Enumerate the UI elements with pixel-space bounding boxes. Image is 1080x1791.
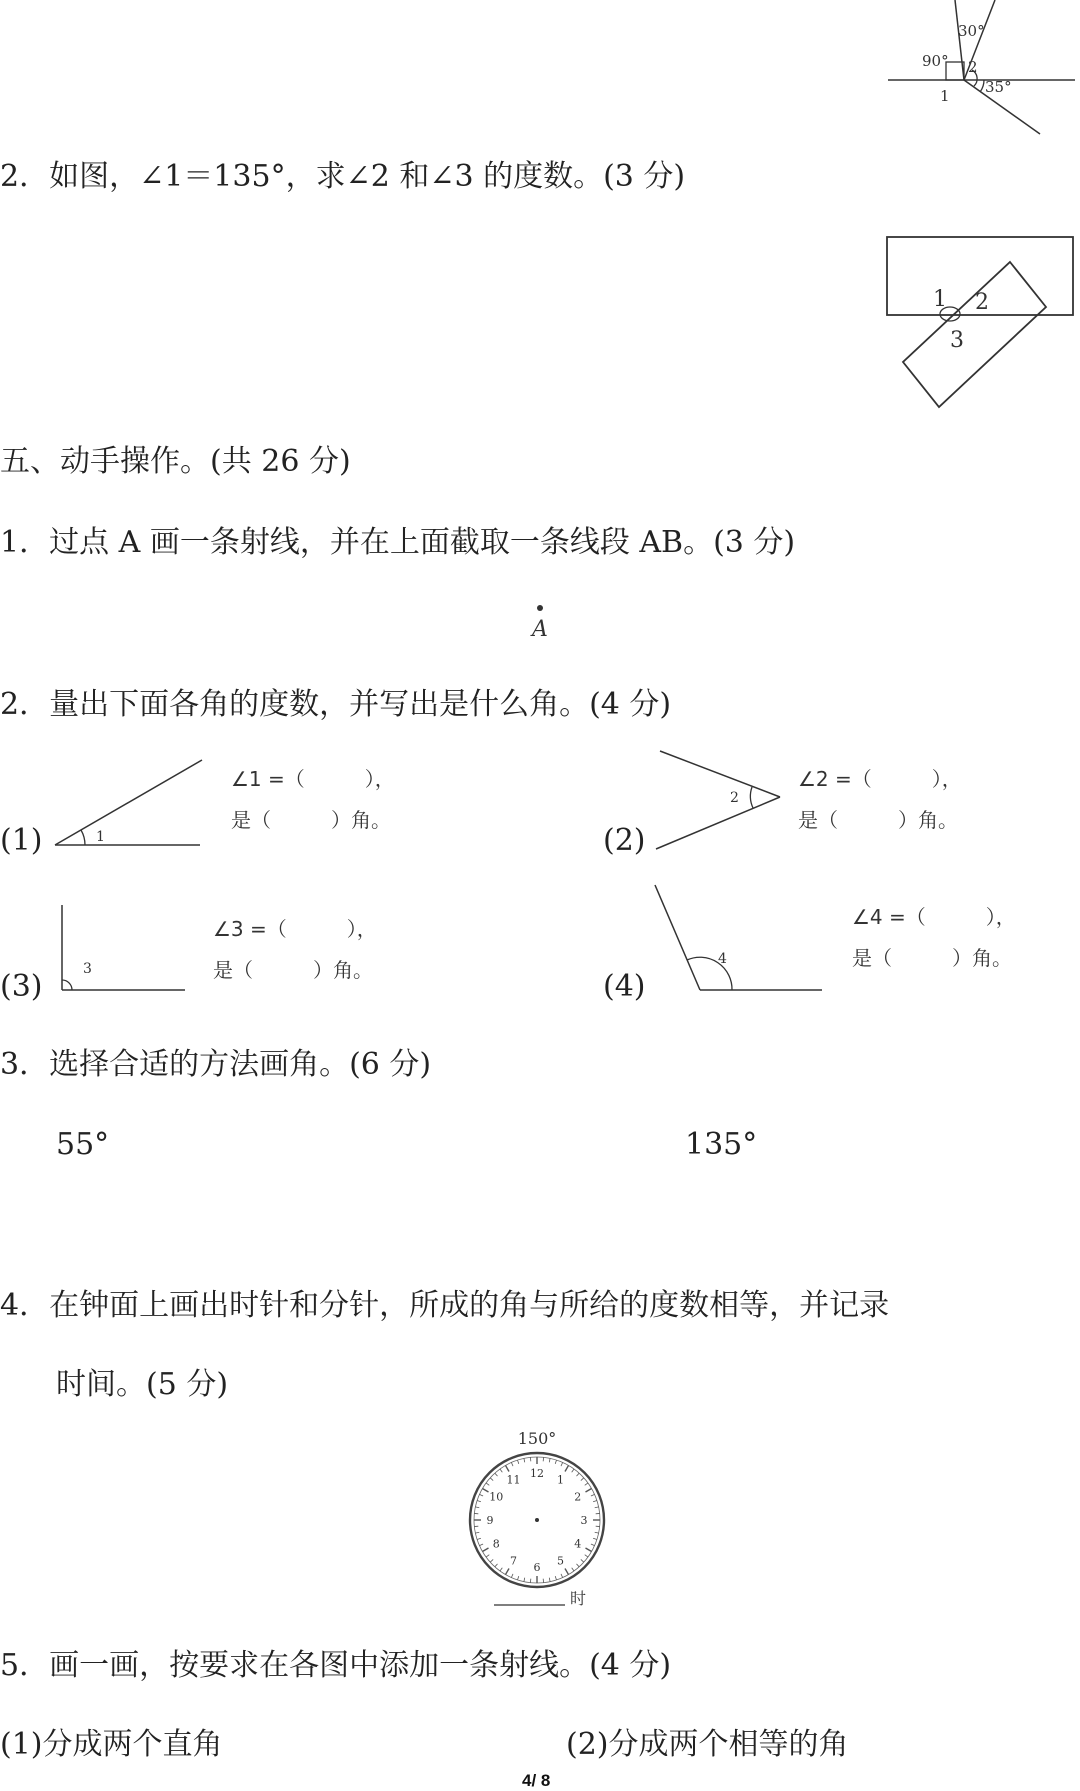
clock-tick — [490, 1478, 493, 1481]
clock-tick — [572, 1568, 574, 1571]
angle-3-measure: ∠3 =（ ）， — [213, 917, 377, 941]
angle-item-2-number: (2) — [603, 824, 646, 858]
clock-face[interactable] — [437, 1420, 637, 1620]
rect-angle-1-label: 1 — [933, 287, 947, 312]
clock-tick — [518, 1576, 519, 1580]
rectangles-figure — [0, 225, 1080, 425]
clock-tick — [555, 1576, 556, 1580]
clock-tick — [506, 1465, 510, 1471]
clock-tick — [495, 1564, 498, 1567]
clock-tick — [572, 1469, 574, 1472]
task-3-text: 3．选择合适的方法画角。(6 分) — [0, 1048, 431, 1082]
clock-tick — [549, 1458, 550, 1462]
clock-tick — [490, 1559, 493, 1562]
angle-2-label: 2 — [968, 58, 978, 76]
top-angle-figure — [0, 0, 1080, 150]
clock-tick — [524, 1578, 525, 1582]
clock-numeral: 11 — [507, 1473, 521, 1486]
angle-1-measure: ∠1 =（ ）， — [231, 767, 395, 791]
angle-item-4-number: (4) — [603, 970, 646, 1004]
clock-tick — [518, 1460, 519, 1464]
question-2-text: 2．如图，∠1＝135°，求∠2 和∠3 的度数。(3 分) — [0, 160, 685, 194]
angle-2-measure: ∠2 =（ ）， — [798, 767, 962, 791]
clock-numeral: 4 — [574, 1538, 581, 1551]
clock-tick — [593, 1538, 597, 1539]
angle-1-num: 1 — [96, 829, 105, 845]
clock-tick — [591, 1494, 595, 1496]
clock-tick — [500, 1568, 502, 1571]
rect-angle-2-label: 2 — [975, 290, 989, 315]
clock-tick — [479, 1494, 483, 1496]
clock-tick — [477, 1538, 481, 1539]
clock-tick — [479, 1544, 483, 1546]
clock-numeral: 7 — [510, 1555, 517, 1568]
task-4-text-line1: 4．在钟面上画出时针和分针，所成的角与所给的度数相等，并记录 — [0, 1289, 889, 1323]
clock-tick — [482, 1548, 488, 1552]
clock-tick — [486, 1555, 489, 1557]
clock-tick — [595, 1532, 599, 1533]
task-5-item-1: (1)分成两个直角 — [0, 1728, 223, 1762]
angle-2-kind: 是（ ）角。 — [798, 808, 958, 832]
clock-tick — [585, 1555, 588, 1557]
angle-1-figure — [50, 755, 250, 875]
rect-angle-3-label: 3 — [950, 328, 964, 353]
clock-tick — [511, 1574, 513, 1578]
angle-2-num: 2 — [730, 790, 739, 806]
clock-tick — [561, 1574, 563, 1578]
angle-2-figure — [650, 745, 830, 865]
angle-item-1-number: (1) — [0, 824, 43, 858]
section-5-title: 五、动手操作。(共 26 分) — [0, 445, 351, 479]
angle-4-num: 4 — [718, 951, 727, 967]
clock-numeral: 2 — [574, 1491, 581, 1504]
clock-tick — [475, 1532, 479, 1533]
clock-tick — [506, 1568, 510, 1574]
angle-3-num: 3 — [83, 961, 92, 977]
clock-tick — [593, 1501, 597, 1502]
task-1-text: 1．过点 A 画一条射线，并在上面截取一条线段 AB。(3 分) — [0, 526, 795, 560]
page-number: 4/ 8 — [522, 1771, 550, 1791]
angle-135-label: 135° — [685, 1128, 757, 1162]
clock-tick — [561, 1462, 563, 1466]
angle-30-label: 30° — [958, 22, 985, 40]
task-5-item-2: (2)分成两个相等的角 — [566, 1728, 849, 1762]
clock-numeral: 3 — [581, 1514, 588, 1527]
angle-1-kind: 是（ ）角。 — [231, 808, 391, 832]
clock-numeral: 12 — [530, 1467, 544, 1480]
clock-tick — [585, 1548, 591, 1552]
clock-tick — [482, 1489, 488, 1493]
angle-4-measure: ∠4 =（ ）， — [852, 905, 1016, 929]
clock-angle-label: 150° — [518, 1429, 557, 1448]
angle-4-kind: 是（ ）角。 — [852, 946, 1012, 970]
clock-tick — [565, 1568, 569, 1574]
angle-90-label: 90° — [922, 52, 949, 70]
angle-item-3-number: (3) — [0, 970, 43, 1004]
angle-55-label: 55° — [56, 1128, 109, 1162]
task-4-text-line2: 时间。(5 分) — [56, 1368, 228, 1402]
angle-1-label: 1 — [940, 87, 950, 105]
clock-tick — [475, 1507, 479, 1508]
clock-tick — [524, 1458, 525, 1462]
clock-tick — [500, 1469, 502, 1472]
clock-tick — [585, 1483, 588, 1485]
clock-tick — [486, 1483, 489, 1485]
angle-3-kind: 是（ ）角。 — [213, 958, 373, 982]
clock-numeral: 5 — [557, 1555, 564, 1568]
angle-3-figure — [50, 895, 250, 1015]
clock-tick — [555, 1460, 556, 1464]
point-a-figure — [525, 600, 565, 640]
clock-tick — [576, 1473, 579, 1476]
clock-tick — [477, 1501, 481, 1502]
clock-unit-label: 时 — [570, 1589, 586, 1608]
clock-numeral: 8 — [493, 1538, 500, 1551]
clock-numeral: 10 — [489, 1491, 503, 1504]
clock-tick — [581, 1478, 584, 1481]
clock-tick — [581, 1559, 584, 1562]
clock-tick — [585, 1489, 591, 1493]
clock-tick — [576, 1564, 579, 1567]
clock-numeral: 1 — [557, 1473, 564, 1486]
clock-tick — [595, 1507, 599, 1508]
clock-numeral: 9 — [487, 1514, 494, 1527]
task-5-text: 5．画一画，按要求在各图中添加一条射线。(4 分) — [0, 1649, 671, 1683]
clock-tick — [495, 1473, 498, 1476]
clock-tick — [591, 1544, 595, 1546]
clock-numeral: 6 — [534, 1561, 541, 1574]
clock-tick — [565, 1465, 569, 1471]
task-2-text: 2．量出下面各角的度数，并写出是什么角。(4 分) — [0, 688, 671, 722]
angle-35-label: 35° — [985, 78, 1012, 96]
clock-tick — [511, 1462, 513, 1466]
clock-tick — [549, 1578, 550, 1582]
angle-4-figure — [650, 880, 850, 1000]
point-a-label: A — [530, 617, 548, 642]
